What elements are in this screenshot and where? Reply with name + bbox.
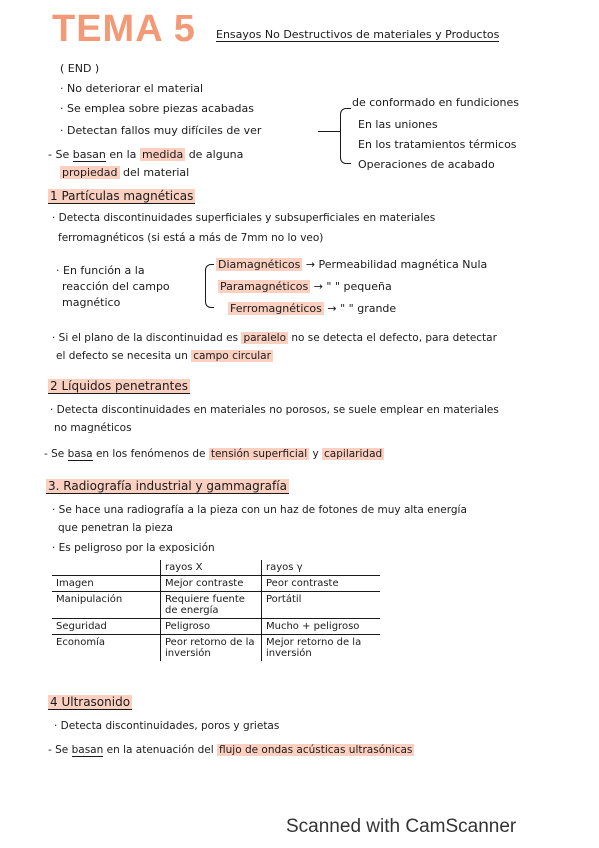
table-header-row: [52, 560, 380, 576]
basis-highlight-propiedad: propiedad: [62, 166, 118, 179]
type-rel-2: → " " pequeña: [313, 280, 392, 293]
s1-note-a: · Si el plano de la discontinuidad es: [52, 332, 239, 344]
type-row-3: [228, 302, 396, 315]
s2-line3-basa: basa: [67, 448, 93, 460]
s1-line-2: ferromagnéticos (si está a más de 7mm no lo veo): [58, 232, 324, 244]
intro-bullet-2: · Se emplea sobre piezas acabadas: [60, 102, 255, 115]
table-cell: Mucho + peligroso: [262, 619, 381, 635]
branch-item-2: En las uniones: [358, 118, 438, 131]
s4-line2-a: - Se: [48, 744, 69, 756]
s1-types-brace: [205, 264, 214, 308]
s4-line-2: [48, 744, 414, 757]
s1-lead-2: reacción del campo: [62, 280, 170, 293]
s1-lead-3: magnético: [62, 296, 121, 309]
table-cell: Manipulación: [52, 592, 161, 619]
intro-bullet-3: · Detectan fallos muy difíciles de ver: [60, 124, 262, 137]
table-cell: Peor contraste: [262, 576, 381, 592]
intro-bullet-1: · No deteriorar el material: [60, 82, 204, 95]
section-1-heading: [48, 190, 195, 203]
s2-highlight-tension: tensión superficial: [210, 448, 308, 460]
type-rel-3: → " " grande: [327, 302, 397, 315]
s1-note-line-1: [52, 332, 497, 345]
s2-line3-b: en los fenómenos de: [95, 448, 206, 460]
s4-line2-basan: basan: [71, 744, 104, 756]
s2-line-2: no magnéticos: [54, 422, 132, 434]
s1-note2-a: el defecto se necesita un: [56, 350, 188, 362]
table-cell: Peor retorno de la inversión: [161, 635, 262, 662]
table-row: [52, 592, 380, 619]
s1-note2-highlight: campo circular: [193, 350, 271, 362]
page-title: TEMA 5: [52, 8, 196, 50]
s1-note-b: no se detecta el defecto, para detectar: [291, 332, 497, 344]
section-4-heading: [48, 696, 132, 709]
table-cell: Portátil: [262, 592, 381, 619]
basis-line-1: [48, 148, 243, 161]
type-name-1: Diamagnéticos: [218, 258, 301, 271]
s1-note-highlight: paralelo: [243, 332, 287, 344]
table-header-xray: rayos X: [161, 560, 262, 576]
radiography-comparison-table: [52, 560, 380, 661]
s1-line-1: · Detecta discontinuidades superficiales y subsuperficiales en materiales: [52, 212, 436, 224]
type-rel-1: → Permeabilidad magnética Nula: [305, 258, 488, 271]
s2-line3-a: - Se: [44, 448, 65, 460]
basis-keyword: basan: [72, 148, 106, 161]
s1-note-line-2: [56, 350, 273, 363]
basis-line2-rest: del material: [123, 166, 190, 179]
table-cell: Peligroso: [161, 619, 262, 635]
table-cell: Seguridad: [52, 619, 161, 635]
section-2-heading-text: 2 Líquidos penetrantes: [50, 379, 188, 393]
basis-highlight-medida: medida: [141, 148, 184, 161]
table-row: [52, 635, 380, 662]
table-cell: Requiere fuente de energía: [161, 592, 262, 619]
table-header-gamma: rayos γ: [262, 560, 381, 576]
s1-lead-1: · En función a la: [56, 264, 145, 277]
s3-line-1: · Se hace una radiografía a la pieza con un haz de fotones de muy alta energía: [52, 504, 467, 516]
s3-line-2: que penetran la pieza: [58, 522, 173, 534]
type-name-2: Paramagnéticos: [220, 280, 309, 293]
camscanner-watermark: Scanned with CamScanner: [286, 816, 517, 837]
page-subtitle: Ensayos No Destructivos de materiales y Productos: [216, 28, 500, 41]
type-name-3: Ferromagnéticos: [230, 302, 322, 315]
s2-line3-c: y: [312, 448, 319, 460]
s3-line-3: · Es peligroso por la exposición: [52, 542, 215, 554]
section-4-heading-text: 4 Ultrasonido: [50, 695, 131, 709]
s2-highlight-capilaridad: capilaridad: [324, 448, 383, 460]
branch-item-4: Operaciones de acabado: [358, 158, 495, 171]
s2-line-1: · Detecta discontinuidades en materiales no porosos, se suele emplear en materiales: [50, 404, 499, 416]
section-3-heading-text: 3. Radiografía industrial y gammagrafía: [48, 479, 287, 493]
table-row: [52, 576, 380, 592]
s4-line2-b: en la atenuación del: [106, 744, 214, 756]
s2-line-3: [44, 448, 384, 461]
branch-brace: [340, 108, 351, 164]
branch-arrow: [318, 131, 340, 132]
section-2-heading: [48, 380, 190, 393]
table-cell: Mejor retorno de la inversión: [266, 637, 362, 659]
s4-line-1: · Detecta discontinuidades, poros y grietas: [54, 720, 280, 732]
section-1-heading-text: 1 Partículas magnéticas: [50, 189, 194, 203]
table-cell: Imagen: [52, 576, 161, 592]
type-row-2: [218, 280, 392, 293]
type-row-1: [216, 258, 487, 271]
basis-mid: en la: [109, 148, 137, 161]
basis-line-2: [60, 166, 189, 179]
branch-item-3: En los tratamientos térmicos: [358, 138, 517, 151]
table-cell: Mejor contraste: [161, 576, 262, 592]
table-cell: Economía: [52, 635, 161, 662]
basis-prefix: - Se: [48, 148, 70, 161]
table-header-empty: [52, 560, 161, 576]
basis-end: de alguna: [188, 148, 244, 161]
table-row: [52, 619, 380, 635]
s4-highlight-flujo: flujo de ondas acústicas ultrasónicas: [219, 744, 413, 756]
branch-item-1: de conformado en fundiciones: [352, 96, 519, 109]
section-3-heading: [46, 480, 289, 493]
abbreviation: ( END ): [60, 62, 100, 75]
